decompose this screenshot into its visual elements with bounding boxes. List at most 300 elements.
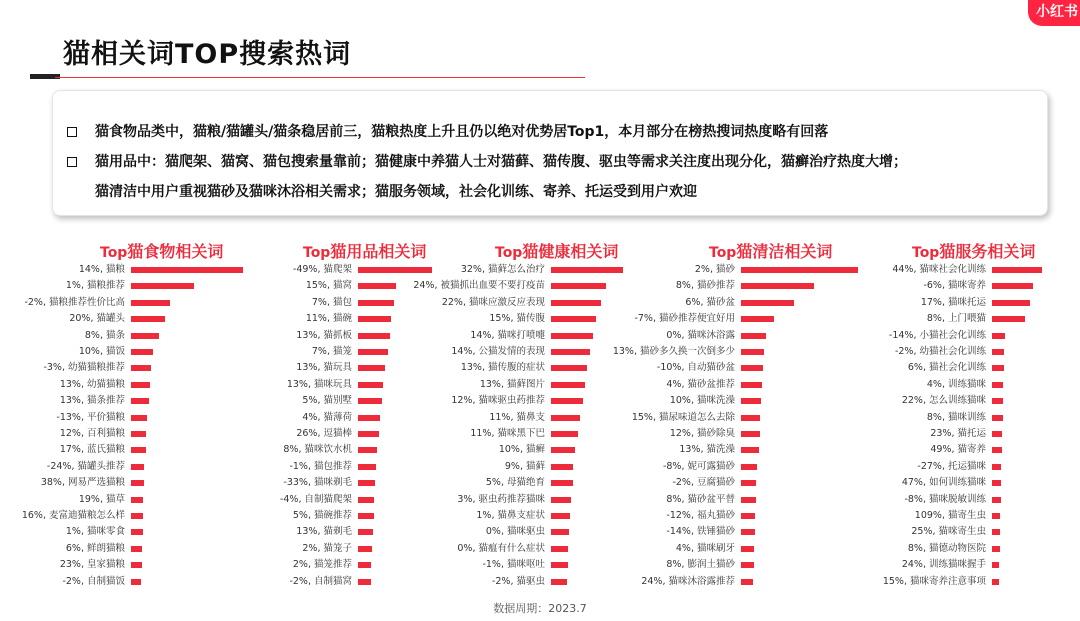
data-period-footer: 数据周期：2023.7: [493, 602, 587, 615]
bar: [741, 497, 756, 503]
bar-label: 13%, 猫洗澡: [679, 444, 735, 456]
bar: [131, 464, 144, 470]
chart-row: [842, 262, 1057, 279]
bar-label: 8%, 猫德动物医院: [907, 542, 986, 554]
chart-row: [591, 426, 806, 443]
bar-label: 5%, 猫碗推荐: [292, 510, 352, 521]
bar: [551, 513, 570, 519]
bar-label: 109%, 猫寄生虫: [914, 510, 986, 521]
summary-bullet-1-text: 猫食物品类中，猫粮/猫罐头/猫条稳居前三，猫粮热度上升且仍以绝对优势居Top1，本月部分在榜热搜词热度略有回落: [95, 124, 829, 140]
bar: [131, 365, 151, 371]
bar: [741, 529, 755, 535]
bar: [358, 513, 374, 519]
bar-label: 7%, 猫笼: [311, 346, 352, 357]
chart-row: [395, 328, 610, 345]
bar-label: -14%, 小猫社会化训练: [888, 329, 986, 341]
bar-label: 4%, 训练猫咪: [926, 378, 986, 390]
chart-row: [591, 557, 806, 574]
bar: [358, 431, 379, 437]
chart-row: [208, 344, 423, 361]
bar-label: 4%, 猫砂盆推荐: [666, 378, 735, 390]
bar: [992, 382, 1003, 388]
bar: [741, 513, 755, 519]
chart-row: [591, 410, 806, 427]
bar-label: -3%, 幼猫猫粮推荐: [43, 362, 125, 374]
bar: [741, 316, 774, 322]
bar: [358, 316, 391, 322]
bar-label: -8%, 妮可露猫砂: [662, 460, 735, 472]
bar-label: -2%, 猫粮推荐性价比高: [24, 296, 125, 308]
chart-title: [100, 239, 223, 262]
bar: [992, 316, 1025, 322]
chart-title-prefix: Top: [912, 245, 940, 261]
chart-row: [6, 393, 221, 410]
bar-label: 17%, 猫咪托运: [920, 296, 986, 308]
bar-label: 6%, 猫社会化训练: [907, 362, 986, 374]
bar: [992, 480, 1001, 486]
bar: [551, 365, 587, 371]
bar-label: 14%, 公猫发情的表现: [451, 346, 545, 357]
xiaohongshu-logo: 小红书: [1028, 0, 1080, 26]
chart-row: [6, 295, 221, 312]
chart-row: [842, 410, 1057, 427]
bar-label: -33%, 猫咪剃毛: [283, 477, 352, 489]
bar-label: 8%, 上门喂猫: [926, 313, 986, 325]
chart-row: [6, 442, 221, 459]
chart-row: [395, 492, 610, 509]
bar: [551, 497, 571, 503]
bar: [992, 300, 1030, 306]
bar: [131, 415, 147, 421]
bar-label: 8%, 猫咪饮水机: [283, 444, 352, 456]
chart-row: [591, 541, 806, 558]
chart-row: [6, 328, 221, 345]
bar: [131, 349, 153, 355]
bar-label: -8%, 猫咪脱敏训练: [904, 493, 986, 505]
square-bullet-icon: [67, 127, 77, 137]
bar: [131, 333, 159, 339]
chart-row: [591, 393, 806, 410]
bar: [992, 579, 999, 585]
bar-label: 1%, 猫粮推荐: [65, 280, 125, 292]
chart-row: [208, 278, 423, 295]
chart-row: [208, 262, 423, 279]
bar-label: -10%, 自动猫砂盆: [656, 362, 735, 374]
chart-row: [6, 492, 221, 509]
bar-label: 8%, 猫咪训练: [926, 411, 986, 423]
bar-label: 8%, 猫砂盆平替: [666, 493, 735, 505]
bar: [992, 267, 1042, 273]
bar-label: -2%, 自制猫窝: [289, 575, 352, 587]
bar-label: 20%, 猫罐头: [69, 313, 125, 325]
chart-row: [842, 475, 1057, 492]
chart-row: [395, 524, 610, 541]
chart-row: [6, 262, 221, 279]
bar-label: 7%, 猫包: [311, 296, 352, 308]
bar-label: 32%, 猫藓怎么治疗: [460, 264, 545, 275]
bar: [992, 562, 999, 568]
chart-row: [591, 311, 806, 328]
summary-bullet-1: [67, 117, 1047, 147]
chart-title-main: 猫服务相关词: [939, 242, 1036, 261]
chart-row: [6, 574, 221, 591]
bar-label: 16%, 麦富迪猫粮怎么样: [21, 510, 125, 521]
bar-label: 0%, 猫咪沐浴露: [666, 329, 735, 341]
bar: [551, 546, 568, 552]
bar-label: -7%, 猫砂推荐便宜好用: [634, 313, 735, 325]
bar-label: 11%, 猫鼻支: [489, 411, 545, 423]
bar: [551, 415, 580, 421]
bar-label: 5%, 母猫绝育: [485, 477, 545, 489]
bar: [992, 497, 1001, 503]
chart-row: [6, 377, 221, 394]
bar: [131, 382, 150, 388]
bar: [358, 415, 380, 421]
chart-title-prefix: Top: [495, 245, 523, 261]
bar-label: 8%, 猫条: [84, 329, 125, 341]
chart-title-prefix: Top: [303, 245, 331, 261]
bar-label: 10%, 猫饭: [78, 346, 125, 357]
chart-row: [395, 574, 610, 591]
bar: [741, 267, 858, 273]
bar-label: -2%, 豆腐猫砂: [672, 477, 735, 489]
bar: [358, 447, 377, 453]
bar-label: 24%, 训练猫咪握手: [901, 559, 986, 571]
chart-row: [208, 295, 423, 312]
chart-row: [395, 262, 610, 279]
bar-label: 15%, 猫窝: [305, 280, 352, 292]
bar: [131, 529, 143, 535]
chart-row: [208, 360, 423, 377]
bar: [358, 398, 382, 404]
bar: [551, 398, 583, 404]
bar: [358, 579, 371, 585]
bar: [551, 464, 573, 470]
bar-label: 38%, 网易严选猫粮: [40, 477, 125, 489]
bar: [741, 579, 753, 585]
bar-label: -1%, 猫包推荐: [289, 460, 352, 472]
bar-label: 1%, 猫咪零食: [65, 526, 125, 538]
bar-label: 19%, 猫草: [78, 493, 125, 505]
bar-label: -2%, 自制猫饭: [62, 575, 125, 587]
chart-row: [208, 541, 423, 558]
bar: [992, 464, 1001, 470]
bar-label: 1%, 猫鼻支症状: [476, 510, 545, 521]
chart-row: [6, 360, 221, 377]
chart-row: [842, 574, 1057, 591]
chart-row: [842, 508, 1057, 525]
chart-row: [395, 442, 610, 459]
bar-label: 24%, 被猫抓出血要不要打疫苗: [413, 280, 545, 292]
bar: [131, 497, 143, 503]
page-title: 猫相关词TOP搜索热词: [63, 39, 352, 70]
chart-row: [591, 459, 806, 476]
bar: [131, 431, 146, 437]
bar: [551, 333, 593, 339]
bar-label: 10%, 猫癣: [498, 444, 545, 456]
bar-label: 47%, 如何训练猫咪: [901, 477, 986, 489]
chart-row: [395, 344, 610, 361]
bar: [551, 349, 590, 355]
bar: [741, 365, 763, 371]
chart-row: [208, 557, 423, 574]
chart-title-main: 猫用品相关词: [330, 242, 427, 261]
bar: [131, 300, 170, 306]
bar: [992, 283, 1033, 289]
bar: [551, 382, 585, 388]
chart-row: [6, 459, 221, 476]
bar-label: 2%, 猫砂: [694, 264, 735, 275]
bar: [131, 316, 165, 322]
bar: [992, 415, 1003, 421]
bar: [131, 480, 144, 486]
bar: [358, 365, 385, 371]
chart-row: [6, 475, 221, 492]
bar-label: 22%, 怎么训练猫咪: [901, 395, 986, 407]
bar: [741, 546, 754, 552]
chart-row: [842, 393, 1057, 410]
bar-label: 10%, 猫咪洗澡: [669, 395, 735, 407]
bar-label: 5%, 猫别墅: [302, 395, 352, 407]
chart-row: [591, 442, 806, 459]
summary-bullet-2: [67, 147, 1047, 177]
bar-label: 11%, 猫咪黑下巴: [470, 428, 545, 439]
chart-row: [842, 344, 1057, 361]
chart-title-main: 猫清洁相关词: [736, 242, 833, 261]
bar: [551, 529, 569, 535]
bar: [741, 398, 761, 404]
chart-row: [842, 360, 1057, 377]
chart-row: [395, 508, 610, 525]
chart-row: [395, 557, 610, 574]
bar-label: -12%, 福丸猫砂: [666, 510, 735, 521]
chart-row: [395, 475, 610, 492]
bar-label: 26%, 逗猫棒: [296, 428, 352, 439]
chart-supplies: [208, 234, 427, 589]
bar-label: 13%, 猫玩具: [296, 362, 352, 374]
chart-row: [842, 278, 1057, 295]
bar-label: 13%, 猫砂多久换一次倒多少: [612, 346, 735, 357]
bar-label: 4%, 猫薄荷: [302, 411, 352, 423]
square-bullet-icon: [67, 157, 77, 167]
chart-row: [208, 492, 423, 509]
bar-label: 13%, 幼猫猫粮: [59, 378, 125, 390]
bar-label: 23%, 猫托运: [930, 428, 986, 439]
bar-label: 15%, 猫尿味道怎么去除: [631, 411, 735, 423]
chart-row: [395, 295, 610, 312]
bar-label: 13%, 猫传腹的症状: [460, 362, 545, 374]
summary-bullet-2-text: 猫用品中：猫爬架、猫窝、猫包搜索量靠前；猫健康中养猫人士对猫藓、猫传腹、驱虫等需求关注度出现分化，猫癣治疗热度大增；: [95, 154, 907, 170]
bar: [131, 398, 149, 404]
bar-label: 2%, 猫笼子: [302, 542, 352, 554]
bar-label: 9%, 猫藓: [504, 460, 545, 472]
bar: [741, 349, 764, 355]
chart-row: [208, 508, 423, 525]
bar: [551, 480, 573, 486]
chart-row: [842, 426, 1057, 443]
bar-label: -6%, 猫咪寄养: [923, 280, 986, 292]
bar-label: 4%, 猫咪刷牙: [675, 542, 735, 554]
bar: [358, 546, 372, 552]
chart-row: [6, 508, 221, 525]
chart-row: [6, 524, 221, 541]
chart-row: [591, 328, 806, 345]
bar: [992, 333, 1005, 339]
bar-label: 15%, 猫咪寄养注意事项: [882, 575, 986, 587]
chart-row: [395, 426, 610, 443]
chart-title-prefix: Top: [709, 245, 737, 261]
bar: [131, 513, 143, 519]
bar: [741, 382, 762, 388]
chart-row: [6, 311, 221, 328]
chart-row: [6, 557, 221, 574]
chart-row: [6, 278, 221, 295]
bar-label: -2%, 猫驱虫: [491, 575, 545, 587]
bar-label: 8%, 膨润土猫砂: [666, 559, 735, 571]
bar-label: 23%, 皇家猫粮: [59, 559, 125, 571]
chart-row: [208, 377, 423, 394]
chart-row: [208, 442, 423, 459]
chart-row: [208, 311, 423, 328]
chart-row: [842, 442, 1057, 459]
bar-label: 44%, 猫咪社会化训练: [892, 264, 986, 275]
bar: [131, 283, 194, 289]
chart-row: [842, 459, 1057, 476]
bar-label: 6%, 鲜朗猫粮: [65, 542, 125, 554]
bar-label: 13%, 猫抓板: [296, 329, 352, 341]
bar-label: 12%, 百利猫粮: [59, 428, 125, 439]
bar-label: 8%, 猫砂推荐: [675, 280, 735, 292]
chart-row: [842, 377, 1057, 394]
chart-row: [208, 410, 423, 427]
bar: [741, 415, 760, 421]
bar: [992, 349, 1004, 355]
chart-row: [6, 344, 221, 361]
chart-row: [208, 574, 423, 591]
chart-row: [842, 311, 1057, 328]
bar-label: 22%, 猫咪应激反应表现: [441, 296, 545, 308]
bar-label: 14%, 猫粮: [78, 264, 125, 275]
chart-row: [6, 410, 221, 427]
bar: [358, 562, 371, 568]
chart-row: [591, 344, 806, 361]
bar: [551, 579, 567, 585]
bar: [131, 579, 141, 585]
bar: [358, 300, 394, 306]
bar-label: -14%, 铁锤猫砂: [666, 526, 735, 538]
chart-row: [208, 475, 423, 492]
chart-row: [842, 328, 1057, 345]
chart-row: [395, 360, 610, 377]
chart-row: [208, 393, 423, 410]
bar-label: -4%, 自制猫爬架: [279, 493, 352, 505]
chart-title-main: 猫食物相关词: [127, 242, 224, 261]
bar-label: 24%, 猫咪沐浴露推荐: [641, 575, 735, 587]
chart-row: [842, 524, 1057, 541]
summary-bullet-2-continued: 猫清洁中用户重视猫砂及猫咪沐浴相关需求；猫服务领域，社会化训练、寄养、托运受到用户欢迎: [95, 184, 697, 200]
bar-label: -24%, 猫罐头推荐: [46, 460, 125, 472]
chart-row: [395, 541, 610, 558]
bar: [551, 431, 578, 437]
bar: [741, 464, 757, 470]
chart-row: [208, 328, 423, 345]
bar: [131, 447, 146, 453]
bar: [992, 365, 1004, 371]
bar: [992, 546, 1000, 552]
bar-label: 3%, 驱虫药推荐猫咪: [457, 493, 545, 505]
chart-food: [6, 234, 224, 589]
bar-label: 11%, 猫碗: [305, 313, 352, 325]
bar-label: 14%, 猫咪打喷嚏: [470, 329, 545, 341]
chart-row: [842, 492, 1057, 509]
chart-row: [395, 311, 610, 328]
bar-label: 13%, 猫咪玩具: [286, 378, 352, 390]
bar-label: -1%, 猫咪呕吐: [482, 559, 545, 571]
bar: [358, 382, 383, 388]
chart-row: [395, 377, 610, 394]
chart-title: [912, 239, 1035, 262]
chart-title-main: 猫健康相关词: [522, 242, 619, 261]
bar-label: 12%, 猫咪驱虫药推荐: [451, 395, 545, 407]
chart-row: [842, 295, 1057, 312]
bar: [131, 562, 142, 568]
chart-row: [591, 508, 806, 525]
chart-row: [208, 426, 423, 443]
bar: [992, 529, 1000, 535]
bar: [358, 464, 376, 470]
bar: [741, 283, 814, 289]
bar-label: 0%, 猫咪驱虫: [485, 526, 545, 538]
bar: [551, 316, 596, 322]
bar-label: -2%, 幼猫社会化训练: [894, 346, 986, 357]
chart-row: [6, 426, 221, 443]
bar: [358, 529, 373, 535]
bar-label: 0%, 猫瘟有什么症状: [457, 542, 545, 554]
chart-title: [709, 239, 832, 262]
bar: [741, 333, 766, 339]
bar-label: -27%, 托运猫咪: [917, 460, 986, 472]
bar-label: 2%, 猫笼推荐: [292, 559, 352, 571]
bar-label: 12%, 猫砂除臭: [669, 428, 735, 439]
chart-row: [591, 475, 806, 492]
chart-row: [395, 393, 610, 410]
chart-row: [591, 524, 806, 541]
bar-label: 25%, 猫咪寄生虫: [911, 526, 986, 538]
chart-services: [842, 234, 1057, 589]
bar: [992, 513, 1000, 519]
chart-health: [395, 234, 619, 589]
bar-label: 13%, 猫条推荐: [59, 395, 125, 407]
chart-row: [208, 524, 423, 541]
bar: [741, 480, 756, 486]
chart-row: [395, 459, 610, 476]
chart-row: [591, 492, 806, 509]
chart-row: [842, 541, 1057, 558]
bar: [358, 333, 390, 339]
bar: [358, 283, 396, 289]
chart-row: [591, 377, 806, 394]
chart-row: [591, 262, 806, 279]
chart-row: [395, 278, 610, 295]
bar-label: 13%, 猫藓图片: [479, 378, 545, 390]
bar-label: -13%, 平价猫粮: [56, 411, 125, 423]
bar-label: -49%, 猫爬架: [292, 264, 352, 275]
bar: [992, 431, 1002, 437]
bar: [358, 349, 388, 355]
bar: [741, 447, 759, 453]
bar-label: 6%, 猫砂盆: [685, 296, 735, 308]
title-underline: [55, 77, 585, 78]
